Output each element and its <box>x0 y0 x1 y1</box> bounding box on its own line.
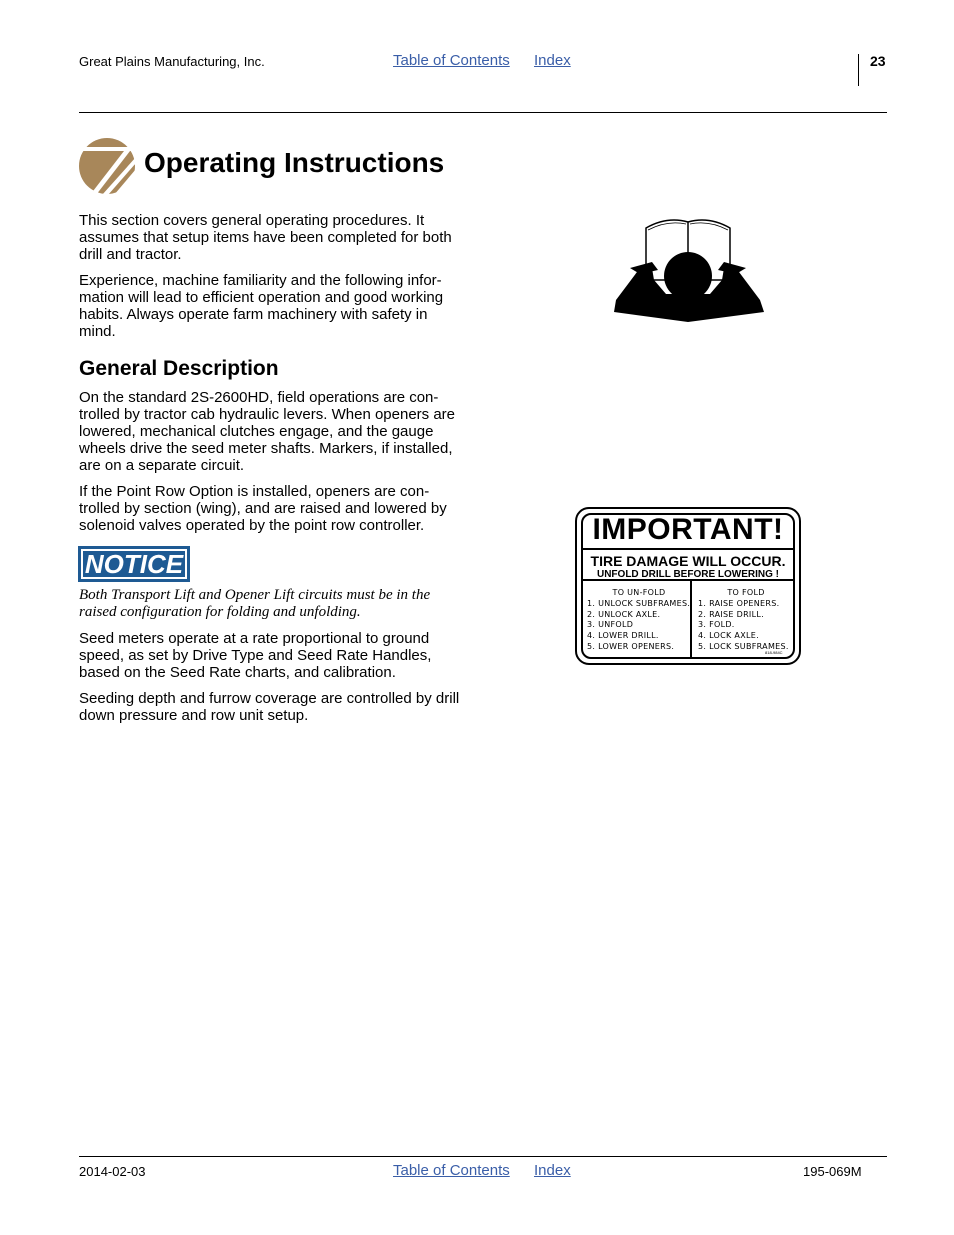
folding-instruction-decal <box>575 507 801 665</box>
footer-toc-link[interactable]: Table of Contents <box>393 1162 510 1179</box>
decal-fold-heading: TO FOLD <box>727 588 765 597</box>
reading-operator-manual-icon <box>610 212 766 324</box>
description-paragraph-3: Seed meters operate at a rate proportional to ground speed, as set by Drive Type and Seed Rate Handles, based on the Seed Rate charts, and calibration. <box>79 630 432 681</box>
section-title: Operating Instructions <box>144 147 445 178</box>
decal-warning-line-2: UNFOLD DRILL BEFORE LOWERING ! <box>596 569 780 580</box>
notice-badge: NOTICE <box>78 546 190 582</box>
decal-warning-panel <box>581 548 795 581</box>
footer-index-link[interactable]: Index <box>534 1162 571 1179</box>
footer-rule <box>79 1156 887 1157</box>
decal-fold-column: TO FOLD 1. RAISE OPENERS. 2. RAISE DRILL. 3. FOLD. 4. LOCK AXLE. 5. LOCK SUBFRAMES. <box>698 588 794 653</box>
header-rule <box>79 112 887 113</box>
intro-paragraph-2: Experience, machine familiarity and the following infor- mation will lead to efficient operation and good working habits. Always operate farm machinery with safety in mind. <box>79 272 444 340</box>
general-description-heading: General Description <box>79 357 279 380</box>
decal-warning-line-1: TIRE DAMAGE WILL OCCUR. <box>590 553 786 569</box>
decal-part-code: 818-984C <box>765 650 783 655</box>
great-plains-field-logo-icon <box>78 137 136 195</box>
notice-text: Both Transport Lift and Opener Lift circuits must be in the raised configuration for folding and unfolding. <box>79 587 431 620</box>
decal-unfold-column: TO UN-FOLD 1. UNLOCK SUBFRAMES. 2. UNLOCK AXLE. 3. UNFOLD 4. LOWER DRILL. 5. LOWER OPENERS. <box>587 588 691 651</box>
footer-date: 2014-02-03 <box>79 1164 146 1179</box>
page-number: 23 <box>870 53 886 69</box>
decal-unfold-heading: TO UN-FOLD <box>612 588 666 597</box>
intro-paragraph-1: This section covers general operating procedures. It assumes that setup items have been completed for both drill and tractor. <box>79 212 452 263</box>
header-toc-link[interactable]: Table of Contents <box>393 52 510 69</box>
description-paragraph-4: Seeding depth and furrow coverage are controlled by drill down pressure and row unit setup. <box>79 690 460 724</box>
company-name: Great Plains Manufacturing, Inc. <box>79 54 265 69</box>
description-paragraph-1: On the standard 2S-2600HD, field operations are con- trolled by tractor cab hydraulic levers. When openers are lowered, mechanical clutches engage, and the gauge wheels drive the seed meter shafts. Markers, if installed, are on a separate circuit. <box>79 389 456 474</box>
header-index-link[interactable]: Index <box>534 52 571 69</box>
description-paragraph-2: If the Point Row Option is installed, openers are con- trolled by section (wing), and are raised and lowered by solenoid valves operated by the point row controller. <box>79 483 447 534</box>
decal-title: IMPORTANT! <box>592 513 784 546</box>
footer-doc-number: 195-069M <box>803 1164 862 1179</box>
header-page-divider <box>858 54 859 86</box>
